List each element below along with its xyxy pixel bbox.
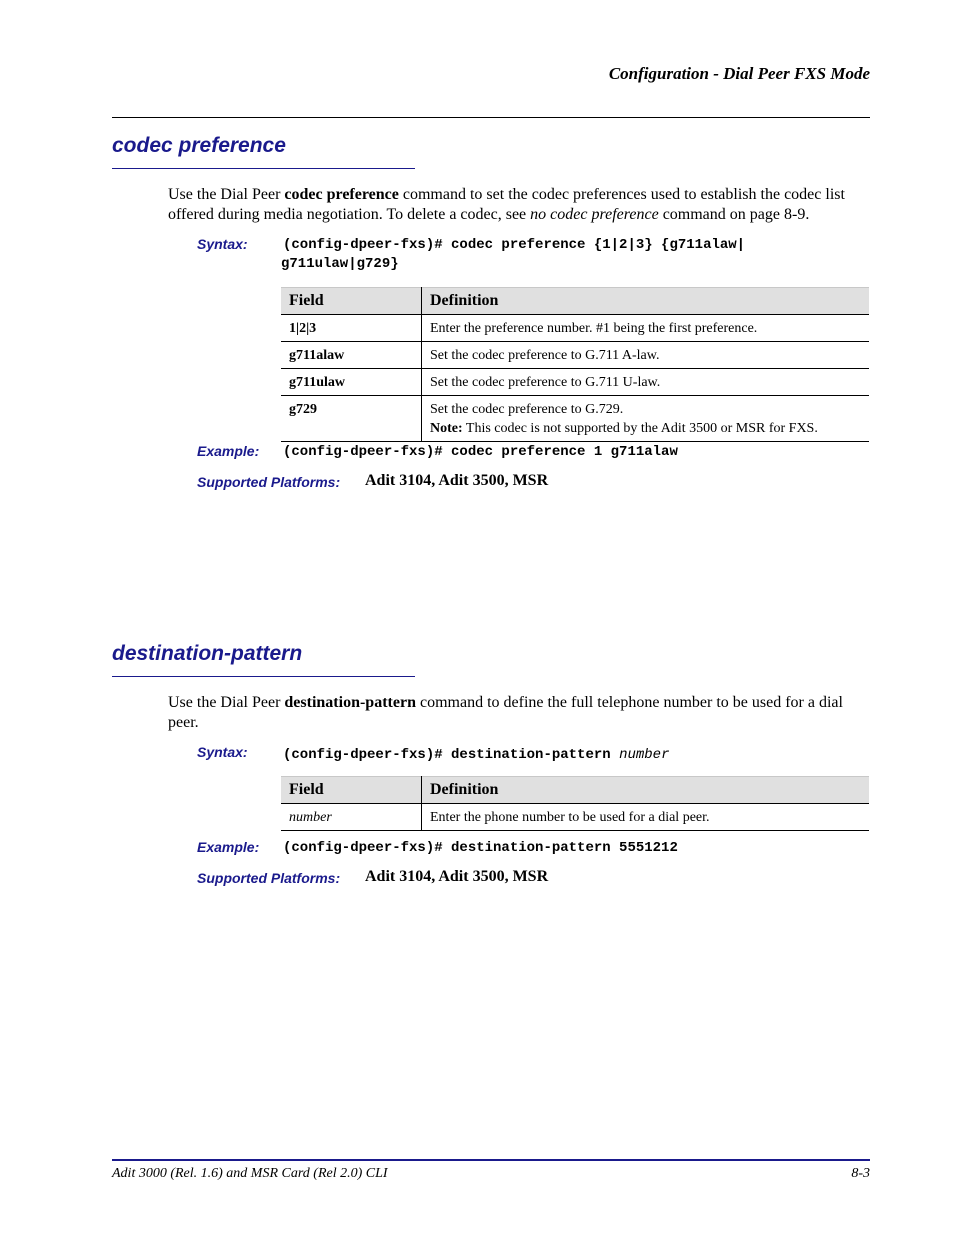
section-rule [112,676,415,677]
example-code: (config-dpeer-fxs)# destination-pattern 5551212 [283,840,678,856]
syntax-argument: number [619,747,670,763]
column-header-field: Field [281,777,422,804]
supported-platforms-value: Adit 3104, Adit 3500, MSR [365,868,549,885]
note-label: Note: [430,421,463,436]
definition-note [430,419,861,438]
para-text: command to define the full telephone number to be used for a dial peer. [168,694,843,731]
example-label: Example: [197,443,260,459]
syntax-label: Syntax: [197,744,248,760]
table-row [281,369,869,396]
table-row [281,396,869,442]
field-cell: 1|2|3 [281,315,422,342]
syntax-command: (config-dpeer-fxs)# destination-pattern [283,747,620,763]
column-header-definition: Definition [422,777,870,804]
syntax-label: Syntax: [197,236,248,252]
field-definition-table [281,287,869,442]
cross-reference: no codec preference [530,206,659,223]
column-header-field: Field [281,288,422,315]
para-text: Use the Dial Peer [168,694,285,711]
supported-platforms-label: Supported Platforms: [197,474,341,490]
footer-rule [112,1159,870,1161]
section-title-destination-pattern: destination-pattern [112,642,303,665]
command-name: codec preference [284,186,399,203]
field-cell: g711alaw [281,342,422,369]
section-description [168,693,873,733]
note-text: This codec is not supported by the Adit 3500 or MSR for FXS. [462,421,818,436]
table-header-row [281,288,869,315]
para-text: Use the Dial Peer [168,186,285,203]
para-text: command to set the codec preferences used to establish the codec list offered during media negotiation. To delete a codec, see [168,186,845,223]
definition-text: Set the codec preference to G.729. [430,402,624,417]
table-header-row [281,777,869,804]
column-header-definition: Definition [422,288,870,315]
footer-page-number: 8-3 [851,1166,870,1181]
field-cell: g711ulaw [281,369,422,396]
definition-cell: Enter the phone number to be used for a dial peer. [422,804,870,831]
command-name: destination-pattern [284,694,416,711]
definition-cell: Enter the preference number. #1 being the first preference. [422,315,870,342]
field-definition-table [281,776,869,831]
field-cell: number [281,804,422,831]
example-label: Example: [197,839,260,855]
section-description [168,185,873,225]
table-row [281,315,869,342]
footer-document-title: Adit 3000 (Rel. 1.6) and MSR Card (Rel 2.0) CLI [112,1166,388,1181]
header-rule [112,117,870,118]
syntax-code-line2: g711ulaw|g729} [281,256,399,272]
definition-cell: Set the codec preference to G.711 U-law. [422,369,870,396]
syntax-code [283,745,669,763]
table-row [281,342,869,369]
table-row [281,804,869,831]
field-cell: g729 [281,396,422,442]
definition-cell: Set the codec preference to G.711 A-law. [422,342,870,369]
para-text: command on page 8-9. [658,206,810,223]
definition-cell [422,396,870,442]
running-header: Configuration - Dial Peer FXS Mode [608,64,870,83]
section-rule [112,168,415,169]
section-title-codec-preference: codec preference [112,134,286,157]
supported-platforms-label: Supported Platforms: [197,870,341,886]
supported-platforms-value: Adit 3104, Adit 3500, MSR [365,472,549,489]
syntax-code-line1: (config-dpeer-fxs)# codec preference {1|2|3} {g711alaw| [283,237,746,253]
example-code: (config-dpeer-fxs)# codec preference 1 g711alaw [283,444,678,460]
